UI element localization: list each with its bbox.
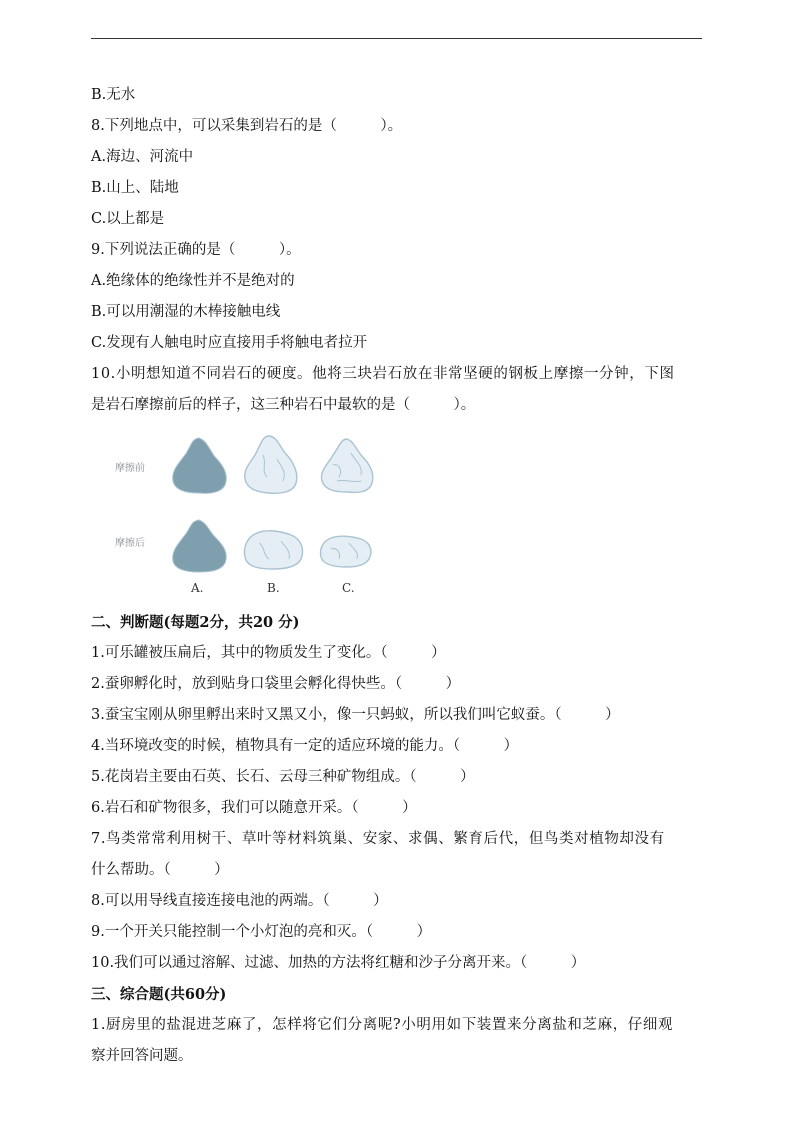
question-10-line2: 是岩石摩擦前后的样子，这三种岩石中最软的是（ ）。 — [91, 397, 476, 413]
section-2-heading: 二、判断题(每题2分，共20 分) — [91, 614, 300, 631]
judge-item-1: 1.可乐罐被压扁后，其中的物质发生了变化。（ ） — [91, 645, 446, 661]
rock-b-after-image — [241, 527, 307, 573]
comprehensive-item-1-line1: 1.厨房里的盐混进芝麻了，怎样将它们分离呢?小明用如下装置来分离盐和芝麻，仔细观 — [91, 1017, 674, 1033]
rock-c-before-image — [317, 435, 379, 497]
option-9a: A.绝缘体的绝缘性并不是绝对的 — [91, 273, 295, 289]
question-8: 8.下列地点中，可以采集到岩石的是（ ）。 — [91, 118, 403, 134]
judge-item-2: 2.蚕卵孵化时，放到贴身口袋里会孵化得快些。（ ） — [91, 676, 461, 692]
judge-item-6: 6.岩石和矿物很多，我们可以随意开采。（ ） — [91, 800, 417, 816]
header-rule — [91, 38, 702, 39]
rock-a-before-image — [169, 435, 231, 497]
rock-c-after-image — [317, 533, 375, 571]
judge-item-10: 10.我们可以通过溶解、过滤、加热的方法将红糖和沙子分离开来。（ ） — [91, 955, 586, 971]
row-label-after: 摩擦后 — [115, 538, 145, 549]
row-label-before: 摩擦前 — [115, 463, 145, 474]
judge-item-5: 5.花岗岩主要由石英、长石、云母三种矿物组成。（ ） — [91, 769, 475, 785]
rock-b-before-image — [241, 433, 303, 497]
judge-item-9: 9.一个开关只能控制一个小灯泡的亮和灭。（ ） — [91, 924, 432, 940]
judge-item-8: 8.可以用导线直接连接电池的两端。（ ） — [91, 893, 388, 909]
rock-hardness-figure — [91, 429, 703, 603]
option-9b: B.可以用潮湿的木棒接触电线 — [91, 304, 281, 320]
judge-item-4: 4.当环境改变的时候，植物具有一定的适应环境的能力。（ ） — [91, 738, 519, 754]
option-8c: C.以上都是 — [91, 211, 165, 227]
section-3-heading: 三、综合题(共60分) — [91, 986, 227, 1003]
option-8a: A.海边、河流中 — [91, 149, 194, 165]
judge-item-7-line1: 7.鸟类常常利用树干、草叶等材料筑巢、安家、求偶、繁育后代，但鸟类对植物却没有 — [91, 831, 665, 847]
question-10-line1: 10.小明想知道不同岩石的硬度。他将三块岩石放在非常坚硬的钢板上摩擦一分钟，下图 — [91, 366, 675, 382]
rock-a-after-image — [169, 517, 231, 575]
col-label-c: C. — [342, 581, 355, 595]
comprehensive-item-1-line2: 察并回答问题。 — [91, 1048, 193, 1064]
judge-item-3: 3.蚕宝宝刚从卵里孵出来时又黑又小，像一只蚂蚁，所以我们叫它蚁蚕。（ ） — [91, 707, 620, 723]
document-body — [91, 80, 703, 1072]
judge-item-7-line2: 什么帮助。（ ） — [91, 862, 229, 878]
col-label-b: B. — [267, 581, 280, 595]
col-label-a: A. — [191, 581, 204, 595]
option-8b: B.山上、陆地 — [91, 180, 179, 196]
question-9: 9.下列说法正确的是（ ）。 — [91, 242, 301, 258]
option-7b: B.无水 — [91, 87, 136, 103]
option-9c: C.发现有人触电时应直接用手将触电者拉开 — [91, 335, 368, 351]
